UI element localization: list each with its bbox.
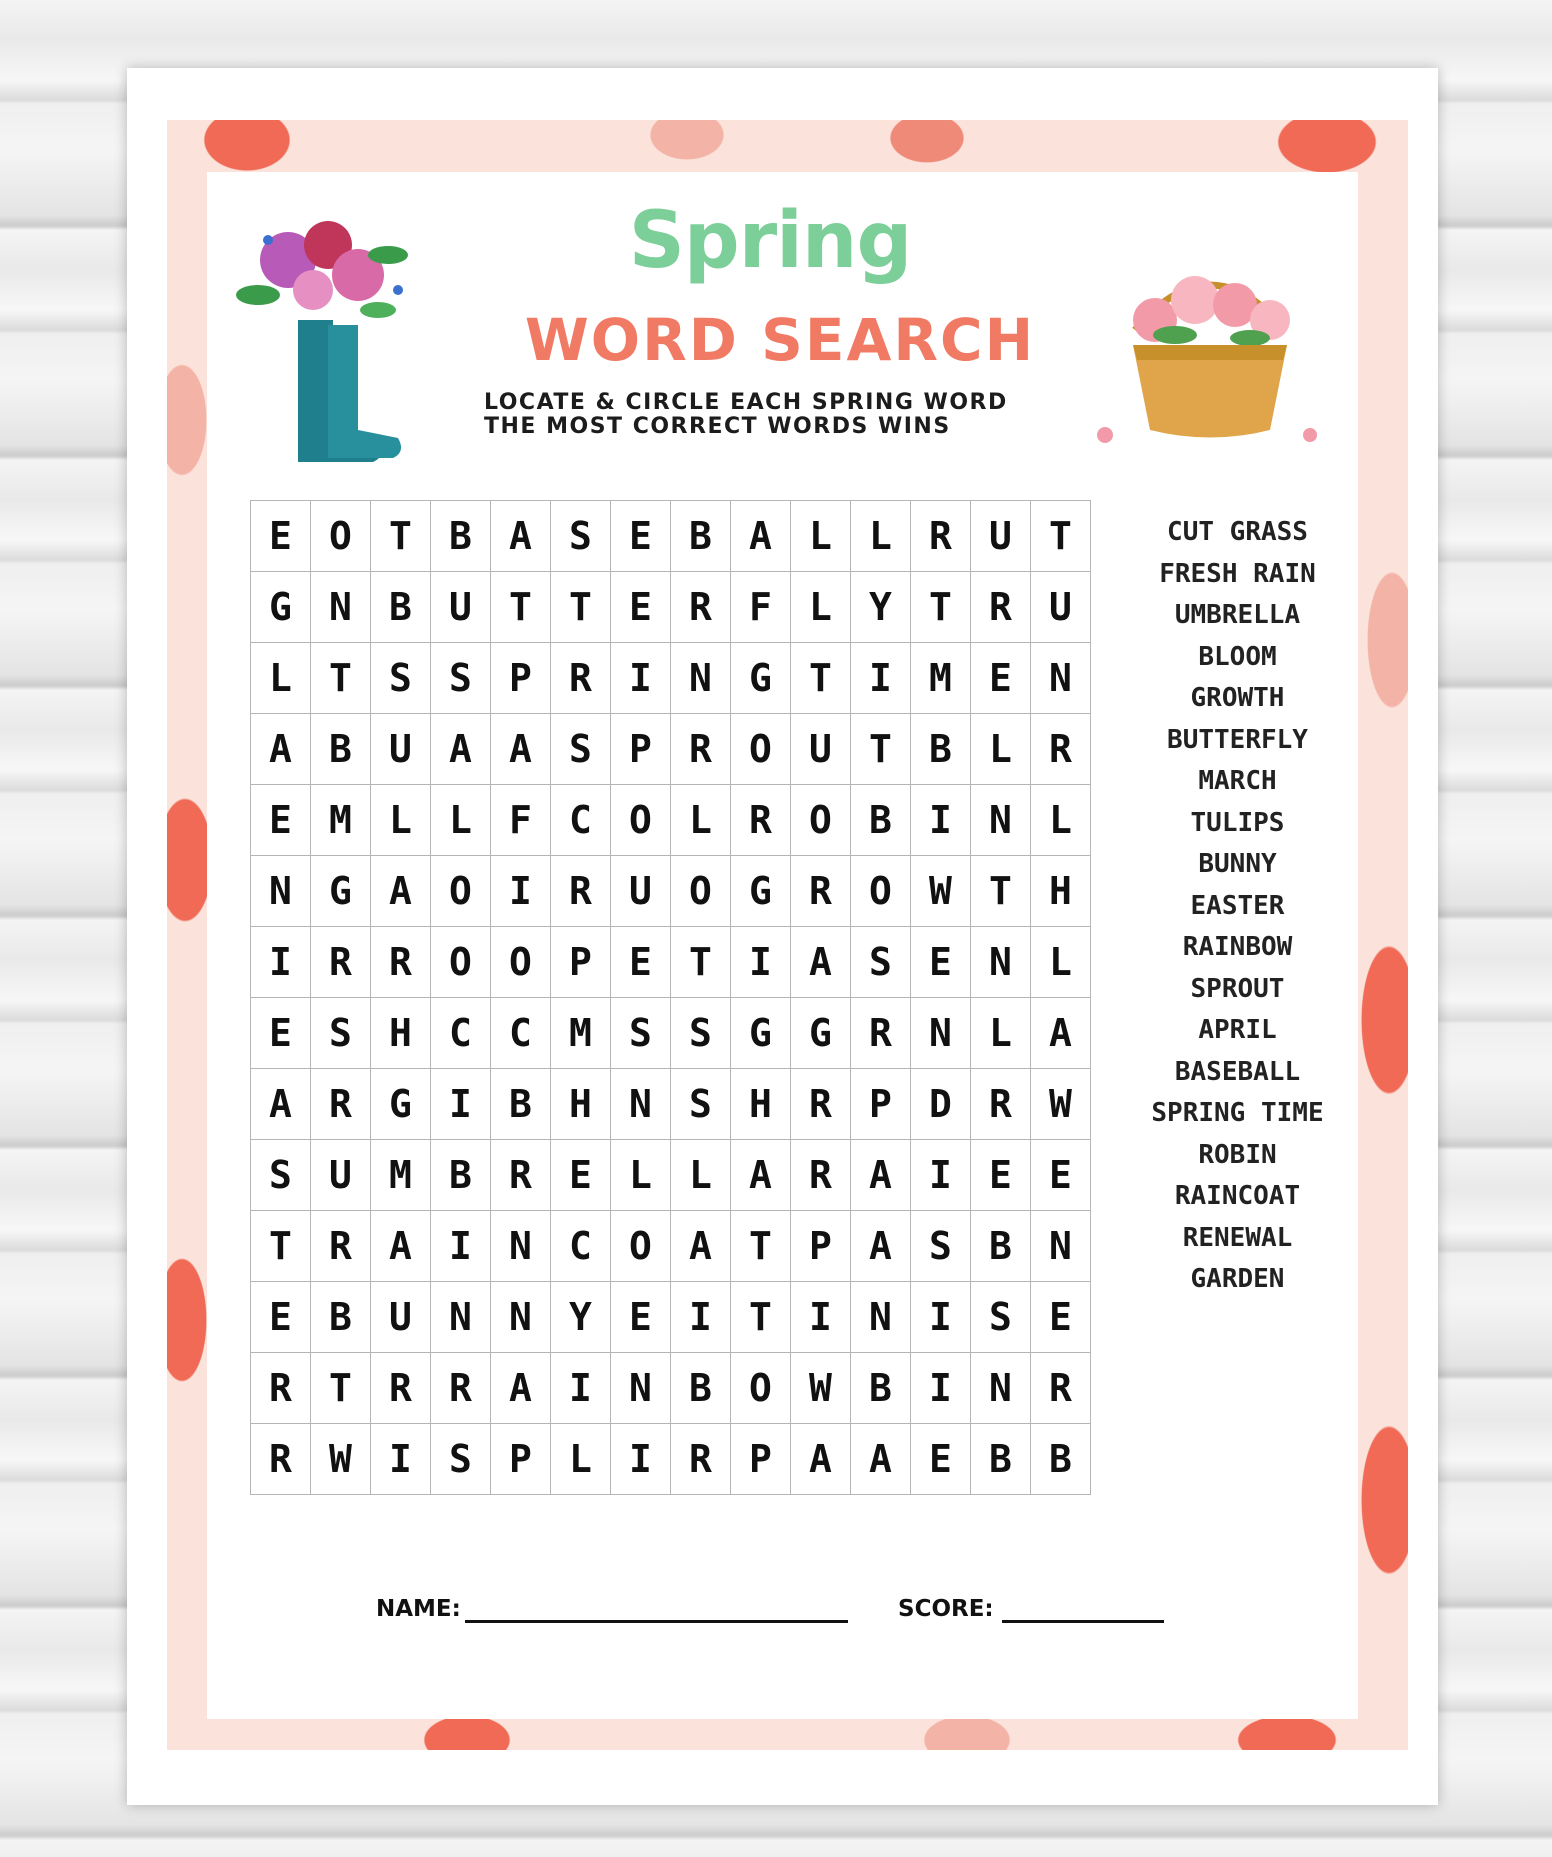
grid-cell[interactable]: I [371, 1424, 431, 1495]
grid-cell[interactable]: T [311, 643, 371, 714]
grid-cell[interactable]: R [311, 1211, 371, 1282]
grid-cell[interactable]: L [431, 785, 491, 856]
grid-cell[interactable]: R [491, 1140, 551, 1211]
grid-cell[interactable]: I [911, 1282, 971, 1353]
grid-cell[interactable]: C [431, 998, 491, 1069]
grid-cell[interactable]: M [371, 1140, 431, 1211]
grid-cell[interactable]: A [851, 1211, 911, 1282]
grid-cell[interactable]: G [251, 572, 311, 643]
grid-cell[interactable]: A [1031, 998, 1091, 1069]
grid-row [251, 1282, 1091, 1353]
grid-cell[interactable]: I [611, 1424, 671, 1495]
grid-row [251, 714, 1091, 785]
grid-cell[interactable]: T [371, 501, 431, 572]
grid-cell[interactable]: B [851, 1353, 911, 1424]
grid-cell[interactable]: Y [551, 1282, 611, 1353]
grid-cell[interactable]: M [911, 643, 971, 714]
word-list-item: UMBRELLA [1174, 600, 1301, 630]
grid-cell[interactable]: T [311, 1353, 371, 1424]
grid-cell[interactable]: B [671, 1353, 731, 1424]
grid-cell[interactable]: A [491, 1353, 551, 1424]
grid-cell[interactable]: T [911, 572, 971, 643]
grid-cell[interactable]: L [371, 785, 431, 856]
grid-cell[interactable]: P [791, 1211, 851, 1282]
rain-boots-flowers-icon [228, 200, 428, 470]
grid-cell[interactable]: B [491, 1069, 551, 1140]
grid-cell[interactable]: R [911, 501, 971, 572]
grid-row [251, 1140, 1091, 1211]
grid-cell[interactable]: M [551, 998, 611, 1069]
grid-cell[interactable]: G [371, 1069, 431, 1140]
grid-cell[interactable]: T [551, 572, 611, 643]
grid-cell[interactable]: R [791, 1069, 851, 1140]
word-list-item: BLOOM [1198, 641, 1277, 672]
grid-cell[interactable]: O [611, 785, 671, 856]
grid-cell[interactable]: L [671, 1140, 731, 1211]
word-list [1130, 512, 1345, 1301]
grid-cell[interactable]: R [251, 1424, 311, 1495]
grid-cell[interactable]: S [911, 1211, 971, 1282]
grid-cell[interactable]: F [731, 572, 791, 643]
grid-cell[interactable]: A [791, 927, 851, 998]
word-list-item: ROBIN [1198, 1139, 1277, 1170]
grid-cell[interactable]: O [431, 856, 491, 927]
grid-cell[interactable]: C [551, 785, 611, 856]
grid-cell[interactable]: B [1031, 1424, 1091, 1495]
grid-cell[interactable]: A [491, 714, 551, 785]
grid-cell[interactable]: W [911, 856, 971, 927]
grid-cell[interactable]: P [551, 927, 611, 998]
grid-cell[interactable]: A [851, 1140, 911, 1211]
grid-cell[interactable]: I [671, 1282, 731, 1353]
grid-cell[interactable]: N [971, 785, 1031, 856]
grid-cell[interactable]: I [611, 643, 671, 714]
grid-cell[interactable]: I [911, 785, 971, 856]
grid-cell[interactable]: C [551, 1211, 611, 1282]
grid-cell[interactable]: W [311, 1424, 371, 1495]
score-line[interactable] [1002, 1620, 1164, 1623]
grid-cell[interactable]: O [491, 927, 551, 998]
grid-cell[interactable]: N [1031, 1211, 1091, 1282]
grid-cell[interactable]: N [1031, 643, 1091, 714]
name-line[interactable] [465, 1620, 848, 1623]
grid-row [251, 1424, 1091, 1495]
grid-cell[interactable]: O [671, 856, 731, 927]
grid-cell[interactable]: R [971, 1069, 1031, 1140]
grid-cell[interactable]: R [791, 1140, 851, 1211]
grid-cell[interactable]: N [491, 1282, 551, 1353]
grid-cell[interactable]: D [911, 1069, 971, 1140]
grid-cell[interactable]: G [731, 998, 791, 1069]
grid-cell[interactable]: S [431, 643, 491, 714]
grid-cell[interactable]: I [551, 1353, 611, 1424]
title: Spring [628, 196, 912, 286]
grid-cell[interactable]: U [791, 714, 851, 785]
score-label: SCORE: [898, 1596, 994, 1622]
grid-cell[interactable]: U [371, 714, 431, 785]
grid-cell[interactable]: B [671, 501, 731, 572]
grid-cell[interactable]: E [971, 1140, 1031, 1211]
grid-cell[interactable]: R [851, 998, 911, 1069]
grid-cell[interactable]: L [251, 643, 311, 714]
grid-cell[interactable]: T [731, 1211, 791, 1282]
word-list-item: RENEWAL [1182, 1222, 1293, 1253]
grid-cell[interactable]: R [371, 1353, 431, 1424]
grid-cell[interactable]: O [311, 501, 371, 572]
grid-cell[interactable]: S [431, 1424, 491, 1495]
grid-cell[interactable]: S [671, 998, 731, 1069]
word-list-item: GARDEN [1190, 1264, 1285, 1294]
grid-cell[interactable]: L [671, 785, 731, 856]
grid-row [251, 1211, 1091, 1282]
grid-row [251, 856, 1091, 927]
grid-cell[interactable]: U [371, 1282, 431, 1353]
grid-cell[interactable]: P [491, 1424, 551, 1495]
instruction-line-2: THE MOST CORRECT WORDS WINS [484, 414, 951, 439]
grid-cell[interactable]: L [551, 1424, 611, 1495]
grid-cell[interactable]: A [431, 714, 491, 785]
grid-cell[interactable]: H [371, 998, 431, 1069]
grid-cell[interactable]: I [911, 1353, 971, 1424]
grid-row [251, 785, 1091, 856]
grid-cell[interactable]: R [971, 572, 1031, 643]
grid-cell[interactable]: E [611, 572, 671, 643]
grid-cell[interactable]: N [671, 643, 731, 714]
grid-cell[interactable]: I [911, 1140, 971, 1211]
grid-cell[interactable]: S [851, 927, 911, 998]
grid-cell[interactable]: S [551, 714, 611, 785]
grid-cell[interactable]: T [731, 1282, 791, 1353]
grid-cell[interactable]: N [491, 1211, 551, 1282]
grid-cell[interactable]: T [971, 856, 1031, 927]
grid-cell[interactable]: B [311, 1282, 371, 1353]
grid-cell[interactable]: G [731, 856, 791, 927]
grid-cell[interactable]: R [251, 1353, 311, 1424]
grid-cell[interactable]: R [311, 1069, 371, 1140]
grid-cell[interactable]: L [971, 998, 1031, 1069]
word-list-item: RAINCOAT [1174, 1181, 1301, 1211]
grid-cell[interactable]: L [1031, 785, 1091, 856]
grid-cell[interactable]: A [851, 1424, 911, 1495]
grid-cell[interactable]: S [251, 1140, 311, 1211]
grid-cell[interactable]: A [731, 501, 791, 572]
grid-cell[interactable]: T [491, 572, 551, 643]
grid-cell[interactable]: E [1031, 1140, 1091, 1211]
grid-cell[interactable]: B [431, 1140, 491, 1211]
grid-cell[interactable]: N [911, 998, 971, 1069]
grid-cell[interactable]: R [791, 856, 851, 927]
grid-cell[interactable]: R [551, 643, 611, 714]
grid-cell[interactable]: A [371, 1211, 431, 1282]
grid-cell[interactable]: I [851, 643, 911, 714]
grid-cell[interactable]: I [791, 1282, 851, 1353]
grid-cell[interactable]: E [971, 643, 1031, 714]
word-list-item: SPRING TIME [1151, 1098, 1324, 1128]
grid-cell[interactable]: T [671, 927, 731, 998]
grid-cell[interactable]: T [1031, 501, 1091, 572]
grid-cell[interactable]: A [251, 714, 311, 785]
grid-row [251, 927, 1091, 998]
word-list-item: APRIL [1198, 1015, 1277, 1045]
grid-cell[interactable]: P [491, 643, 551, 714]
grid-cell[interactable]: M [311, 785, 371, 856]
grid-cell[interactable]: T [851, 714, 911, 785]
grid-cell[interactable]: A [671, 1211, 731, 1282]
grid-cell[interactable]: N [851, 1282, 911, 1353]
grid-cell[interactable]: U [1031, 572, 1091, 643]
grid-cell[interactable]: S [971, 1282, 1031, 1353]
grid-cell[interactable]: E [551, 1140, 611, 1211]
grid-cell[interactable]: R [371, 927, 431, 998]
word-list-item: BASEBALL [1174, 1056, 1301, 1087]
grid-cell[interactable]: I [731, 927, 791, 998]
name-label: NAME: [376, 1596, 461, 1622]
grid-cell[interactable]: U [611, 856, 671, 927]
grid-cell[interactable]: P [611, 714, 671, 785]
grid-cell[interactable]: A [731, 1140, 791, 1211]
grid-cell[interactable]: E [251, 998, 311, 1069]
grid-cell[interactable]: A [251, 1069, 311, 1140]
grid-cell[interactable]: B [311, 714, 371, 785]
word-list-item: EASTER [1190, 890, 1285, 921]
grid-cell[interactable]: I [431, 1069, 491, 1140]
grid-cell[interactable]: U [311, 1140, 371, 1211]
grid-cell[interactable]: S [311, 998, 371, 1069]
grid-cell[interactable]: F [491, 785, 551, 856]
grid-cell[interactable]: G [791, 998, 851, 1069]
grid-row [251, 998, 1091, 1069]
grid-cell[interactable]: O [851, 856, 911, 927]
grid-cell[interactable]: E [611, 1282, 671, 1353]
subtitle: WORD SEARCH [524, 306, 1036, 374]
grid-cell[interactable]: B [971, 1211, 1031, 1282]
grid-cell[interactable]: S [671, 1069, 731, 1140]
flower-basket-icon [1075, 220, 1345, 460]
grid-cell[interactable]: S [371, 643, 431, 714]
grid-cell[interactable]: R [671, 714, 731, 785]
grid-cell[interactable]: A [371, 856, 431, 927]
grid-cell[interactable]: R [1031, 714, 1091, 785]
grid-row [251, 643, 1091, 714]
word-list-item: TULIPS [1190, 807, 1285, 838]
grid-cell[interactable]: H [1031, 856, 1091, 927]
grid-cell[interactable]: L [611, 1140, 671, 1211]
grid-cell[interactable]: H [551, 1069, 611, 1140]
grid-row [251, 1353, 1091, 1424]
grid-cell[interactable]: L [971, 714, 1031, 785]
grid-cell[interactable]: E [1031, 1282, 1091, 1353]
grid-row [251, 572, 1091, 643]
word-list-item: CUT GRASS [1167, 517, 1308, 547]
word-list-item: BUNNY [1198, 849, 1277, 879]
word-list-item: MARCH [1198, 766, 1277, 796]
grid-cell[interactable]: O [791, 785, 851, 856]
grid-cell[interactable]: H [731, 1069, 791, 1140]
grid-cell[interactable]: B [431, 501, 491, 572]
grid-cell[interactable]: O [431, 927, 491, 998]
grid-cell[interactable]: E [251, 501, 311, 572]
grid-cell[interactable]: N [611, 1069, 671, 1140]
grid-cell[interactable]: B [971, 1424, 1031, 1495]
grid-cell[interactable]: O [731, 714, 791, 785]
grid-cell[interactable]: R [431, 1353, 491, 1424]
grid-cell[interactable]: I [491, 856, 551, 927]
grid-cell[interactable]: O [611, 1211, 671, 1282]
grid-cell[interactable]: L [851, 501, 911, 572]
grid-cell[interactable]: L [791, 572, 851, 643]
grid-cell[interactable]: N [311, 572, 371, 643]
grid-cell[interactable]: N [971, 927, 1031, 998]
grid-cell[interactable]: A [791, 1424, 851, 1495]
grid-cell[interactable]: R [731, 785, 791, 856]
grid-cell[interactable]: I [431, 1211, 491, 1282]
grid-cell[interactable]: R [551, 856, 611, 927]
grid-cell[interactable]: L [1031, 927, 1091, 998]
grid-cell[interactable]: W [1031, 1069, 1091, 1140]
grid-cell[interactable]: E [611, 501, 671, 572]
word-list-item: BUTTERFLY [1167, 724, 1308, 755]
grid-cell[interactable]: B [371, 572, 431, 643]
grid-cell[interactable]: T [251, 1211, 311, 1282]
grid-cell[interactable]: E [251, 785, 311, 856]
word-list-item: SPROUT [1190, 973, 1285, 1004]
grid-cell[interactable]: B [851, 785, 911, 856]
grid-cell[interactable]: N [611, 1353, 671, 1424]
word-list-item: RAINBOW [1182, 932, 1293, 962]
grid-cell[interactable]: Y [851, 572, 911, 643]
grid-cell[interactable]: O [731, 1353, 791, 1424]
grid-cell[interactable]: L [791, 501, 851, 572]
instruction-line-1: LOCATE & CIRCLE EACH SPRING WORD [484, 390, 1008, 415]
grid-cell[interactable]: R [311, 927, 371, 998]
grid-cell[interactable]: N [971, 1353, 1031, 1424]
word-search-grid [250, 500, 1091, 1495]
grid-cell[interactable]: N [251, 856, 311, 927]
grid-cell[interactable]: I [251, 927, 311, 998]
grid-cell[interactable]: B [911, 714, 971, 785]
grid-cell[interactable]: T [791, 643, 851, 714]
grid-cell[interactable]: R [1031, 1353, 1091, 1424]
grid-cell[interactable]: N [431, 1282, 491, 1353]
grid-cell[interactable]: E [911, 1424, 971, 1495]
grid-row [251, 1069, 1091, 1140]
word-list-item: FRESH RAIN [1159, 558, 1316, 589]
grid-cell[interactable]: W [791, 1353, 851, 1424]
grid-cell[interactable]: U [971, 501, 1031, 572]
grid-row [251, 501, 1091, 572]
grid-cell[interactable]: C [491, 998, 551, 1069]
grid-cell[interactable]: E [911, 927, 971, 998]
word-list-item: GROWTH [1190, 683, 1285, 713]
grid-cell[interactable]: A [491, 501, 551, 572]
grid-cell[interactable]: P [731, 1424, 791, 1495]
grid-cell[interactable]: S [551, 501, 611, 572]
grid-cell[interactable]: R [671, 572, 731, 643]
grid-cell[interactable]: R [671, 1424, 731, 1495]
grid-cell[interactable]: U [431, 572, 491, 643]
grid-cell[interactable]: G [731, 643, 791, 714]
grid-cell[interactable]: E [611, 927, 671, 998]
grid-cell[interactable]: P [851, 1069, 911, 1140]
grid-cell[interactable]: G [311, 856, 371, 927]
grid-cell[interactable]: S [611, 998, 671, 1069]
grid-cell[interactable]: E [251, 1282, 311, 1353]
